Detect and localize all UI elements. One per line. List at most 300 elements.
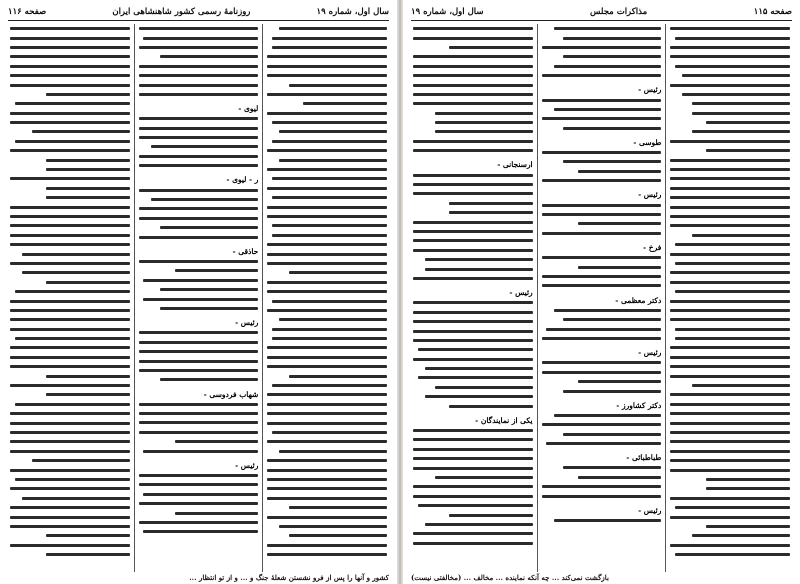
text-line [413,383,533,392]
text-line [413,90,533,99]
speaker-label: لیوی - [238,104,259,114]
text-line [542,148,662,157]
text-line [267,353,387,362]
speaker-label: رئیس - [638,85,662,95]
text-line [670,33,790,42]
text-line [139,142,259,151]
left-issue-number: سال اول، شماره ۱۹ [316,7,389,17]
text-line [413,373,533,382]
text-line [670,259,790,268]
right-column-left [409,24,538,572]
text-line [267,540,387,549]
text-line [139,446,259,455]
text-line [542,377,662,386]
text-line [542,52,662,61]
text-line [10,80,130,89]
left-journal-name: روزنامهٔ رسمی کشور شاهنشاهی ایران [112,7,251,17]
text-line [139,62,259,71]
text-line [10,43,130,52]
text-line [267,315,387,324]
text-line [413,445,533,454]
text-line [10,390,130,399]
text-line [139,257,259,266]
text-line [10,447,130,456]
text-line [10,418,130,427]
text-line [139,527,259,536]
text-line [670,475,790,484]
text-line [267,165,387,174]
text-line [267,343,387,352]
text-line [413,137,533,146]
text-line [542,482,662,491]
speaker-label: فرخ - [643,243,662,253]
text-line [10,362,130,371]
text-line [267,137,387,146]
text-line [413,326,533,335]
text-line [413,71,533,80]
text-line [267,268,387,277]
text-line [267,24,387,33]
right-page-footer: بازگشت نمی‌کند ... چه آنکه نماینده ... مخالف ... (مخالفتی نیست) [411,573,609,582]
text-line [670,268,790,277]
text-line [267,306,387,315]
speaker-label: رئیس - [638,190,662,200]
text-line [670,118,790,127]
speaker-label: طوسی - [633,137,662,147]
text-line [10,522,130,531]
left-page-number: صفحه ۱۱۶ [8,7,47,17]
text-line [139,80,259,89]
text-line [267,221,387,230]
text-line [413,180,533,189]
right-column-right [666,24,794,572]
text-line [413,199,533,208]
text-line [413,33,533,42]
text-line [542,24,662,33]
text-line [267,118,387,127]
text-line [413,529,533,538]
text-line [670,409,790,418]
text-line [542,105,662,114]
text-line [267,522,387,531]
text-line [670,418,790,427]
text-line [670,522,790,531]
text-line [10,287,130,296]
text-line [267,371,387,380]
text-line [413,255,533,264]
text-line [542,272,662,281]
text-line [10,24,130,33]
text-line [267,334,387,343]
text-line [670,249,790,258]
text-line [139,90,259,99]
text-line [139,24,259,33]
text-line [10,315,130,324]
text-line [670,62,790,71]
text-line [670,334,790,343]
text-line [413,355,533,364]
text-line [267,325,387,334]
text-line [670,109,790,118]
text-line [10,99,130,108]
text-line [542,219,662,228]
text-line [10,400,130,409]
left-column-right [263,24,391,572]
text-line [413,520,533,529]
text-line [10,512,130,521]
text-line [670,296,790,305]
text-line [670,400,790,409]
text-line [139,499,259,508]
text-line [542,71,662,80]
text-line [267,475,387,484]
text-line [413,189,533,198]
text-line [670,437,790,446]
left-page-footer: کشور و آنها را پس از فرو نشستن شعلهٔ جنگ و ... و از تو انتظار ... [189,573,389,582]
text-line [10,259,130,268]
text-line [542,491,662,500]
text-line [139,204,259,213]
text-line [10,109,130,118]
text-line [139,114,259,123]
text-line [10,428,130,437]
text-line [10,325,130,334]
text-line [267,127,387,136]
speaker-label: رئیس - [638,505,662,515]
text-line [670,550,790,559]
text-line [670,212,790,221]
text-line [670,512,790,521]
text-line [413,264,533,273]
text-line [10,306,130,315]
text-line [139,266,259,275]
text-line [670,165,790,174]
text-line [670,456,790,465]
text-line [670,465,790,474]
text-line [139,490,259,499]
text-line [542,315,662,324]
text-line [10,437,130,446]
text-line [413,473,533,482]
text-line [10,202,130,211]
speaker-label: رئیس - [235,318,259,328]
text-line [10,146,130,155]
text-line [413,454,533,463]
speaker-label: یکی از نمایندگان - [475,415,533,425]
text-line [139,328,259,337]
text-line [267,531,387,540]
text-line [139,33,259,42]
text-line [542,229,662,238]
text-line [670,306,790,315]
speaker-label: ر - لیوی - [226,175,259,185]
right-page [403,0,800,584]
text-line [542,167,662,176]
text-line [139,214,259,223]
text-line [267,278,387,287]
text-line [267,62,387,71]
text-line [542,157,662,166]
text-line [542,306,662,315]
speaker-label: رئیس - [638,348,662,358]
text-line [413,118,533,127]
text-line [670,343,790,352]
text-line [267,512,387,521]
text-line [267,109,387,118]
text-line [670,287,790,296]
text-line [10,184,130,193]
text-line [542,411,662,420]
text-line [670,531,790,540]
text-line [139,304,259,313]
text-line [413,80,533,89]
text-line [10,221,130,230]
text-line [267,146,387,155]
text-line [267,296,387,305]
text-line [10,212,130,221]
text-line [670,362,790,371]
text-line [542,114,662,123]
text-line [542,43,662,52]
text-line [10,353,130,362]
text-line [10,334,130,343]
text-line [139,338,259,347]
text-line [413,170,533,179]
text-line [670,484,790,493]
text-line [413,43,533,52]
text-line [670,428,790,437]
text-line [10,475,130,484]
text-line [542,334,662,343]
text-line [670,447,790,456]
text-line [413,274,533,283]
text-line [670,155,790,164]
text-line [139,185,259,194]
text-line [670,221,790,230]
text-line [10,381,130,390]
text-line [670,381,790,390]
text-line [139,428,259,437]
text-line [139,285,259,294]
speaker-label: دکتر کشاورز - [616,400,662,410]
text-line [267,193,387,202]
text-line [139,161,259,170]
text-line [670,80,790,89]
text-line [139,195,259,204]
text-line [10,409,130,418]
text-line [670,24,790,33]
text-line [10,174,130,183]
text-line [542,281,662,290]
text-line [267,52,387,61]
text-line [10,71,130,80]
text-line [542,439,662,448]
text-line [267,202,387,211]
text-line [267,80,387,89]
text-line [10,371,130,380]
text-line [10,343,130,352]
text-line [413,463,533,472]
text-line [413,298,533,307]
text-line [139,152,259,161]
text-line [670,146,790,155]
text-line [10,118,130,127]
text-line [670,52,790,61]
text-line [267,409,387,418]
text-line [267,362,387,371]
text-line [267,240,387,249]
text-line [267,381,387,390]
text-line [413,510,533,519]
text-line [10,531,130,540]
text-line [267,155,387,164]
text-line [10,484,130,493]
text-line [139,375,259,384]
text-line [10,165,130,174]
text-line [670,193,790,202]
text-line [267,418,387,427]
text-line [413,208,533,217]
text-line [10,127,130,136]
text-line [413,52,533,61]
text-line [267,174,387,183]
text-line [10,494,130,503]
speaker-label: ارسنجانی - [497,160,533,170]
text-line [542,386,662,395]
text-line [670,127,790,136]
text-line [10,240,130,249]
text-line [542,463,662,472]
text-line [139,43,259,52]
text-line [542,324,662,333]
text-line [542,430,662,439]
text-line [670,494,790,503]
speaker-label: طباطبائی - [626,453,662,463]
text-line [670,325,790,334]
text-line [670,202,790,211]
text-line [139,418,259,427]
text-line [139,409,259,418]
speaker-label: شهاب فردوسی - [203,389,259,399]
text-line [267,400,387,409]
text-line [542,95,662,104]
text-line [413,392,533,401]
text-line [139,223,259,232]
text-line [139,347,259,356]
text-line [413,146,533,155]
text-line [413,401,533,410]
text-line [413,127,533,136]
text-line [10,231,130,240]
text-line [670,371,790,380]
right-page-number: صفحه ۱۱۵ [753,7,792,17]
right-page-columns [409,24,794,572]
text-line [10,52,130,61]
text-line [139,124,259,133]
text-line [413,109,533,118]
text-line [10,278,130,287]
right-page-header [411,6,792,21]
text-line [413,217,533,226]
text-line [267,550,387,559]
text-line [413,236,533,245]
text-line [413,345,533,354]
text-line [542,358,662,367]
text-line [670,71,790,80]
text-line [139,508,259,517]
text-line [413,364,533,373]
text-line [139,518,259,527]
text-line [139,400,259,409]
text-line [10,193,130,202]
text-line [10,465,130,474]
text-line [413,539,533,548]
text-line [267,503,387,512]
speaker-label: حاذقی - [232,246,259,256]
text-line [139,71,259,80]
text-line [267,259,387,268]
text-line [139,276,259,285]
text-line [413,317,533,326]
left-column-middle [135,24,264,572]
text-line [413,62,533,71]
text-line [670,90,790,99]
text-line [139,52,259,61]
text-line [670,315,790,324]
left-page-header [8,6,389,21]
text-line [10,456,130,465]
text-line [267,249,387,258]
text-line [139,133,259,142]
text-line [10,90,130,99]
text-line [542,368,662,377]
text-line [10,550,130,559]
text-line [267,184,387,193]
text-line [139,471,259,480]
text-line [413,308,533,317]
text-line [542,473,662,482]
text-line [10,249,130,258]
text-line [542,253,662,262]
text-line [267,484,387,493]
text-line [267,428,387,437]
left-column-left [6,24,135,572]
text-line [670,503,790,512]
text-line [542,420,662,429]
right-issue-number: سال اول، شماره ۱۹ [411,7,484,17]
text-line [413,482,533,491]
text-line [139,356,259,365]
text-line [670,231,790,240]
text-line [413,501,533,510]
text-line [10,540,130,549]
text-line [413,336,533,345]
speaker-label: دکتر معظمی - [615,295,662,305]
text-line [670,240,790,249]
text-line [542,124,662,133]
text-line [267,90,387,99]
text-line [542,516,662,525]
text-line [670,43,790,52]
text-line [10,296,130,305]
text-line [267,231,387,240]
text-line [10,268,130,277]
left-page-columns [6,24,391,572]
text-line [542,176,662,185]
text-line [267,33,387,42]
text-line [267,447,387,456]
text-line [267,437,387,446]
